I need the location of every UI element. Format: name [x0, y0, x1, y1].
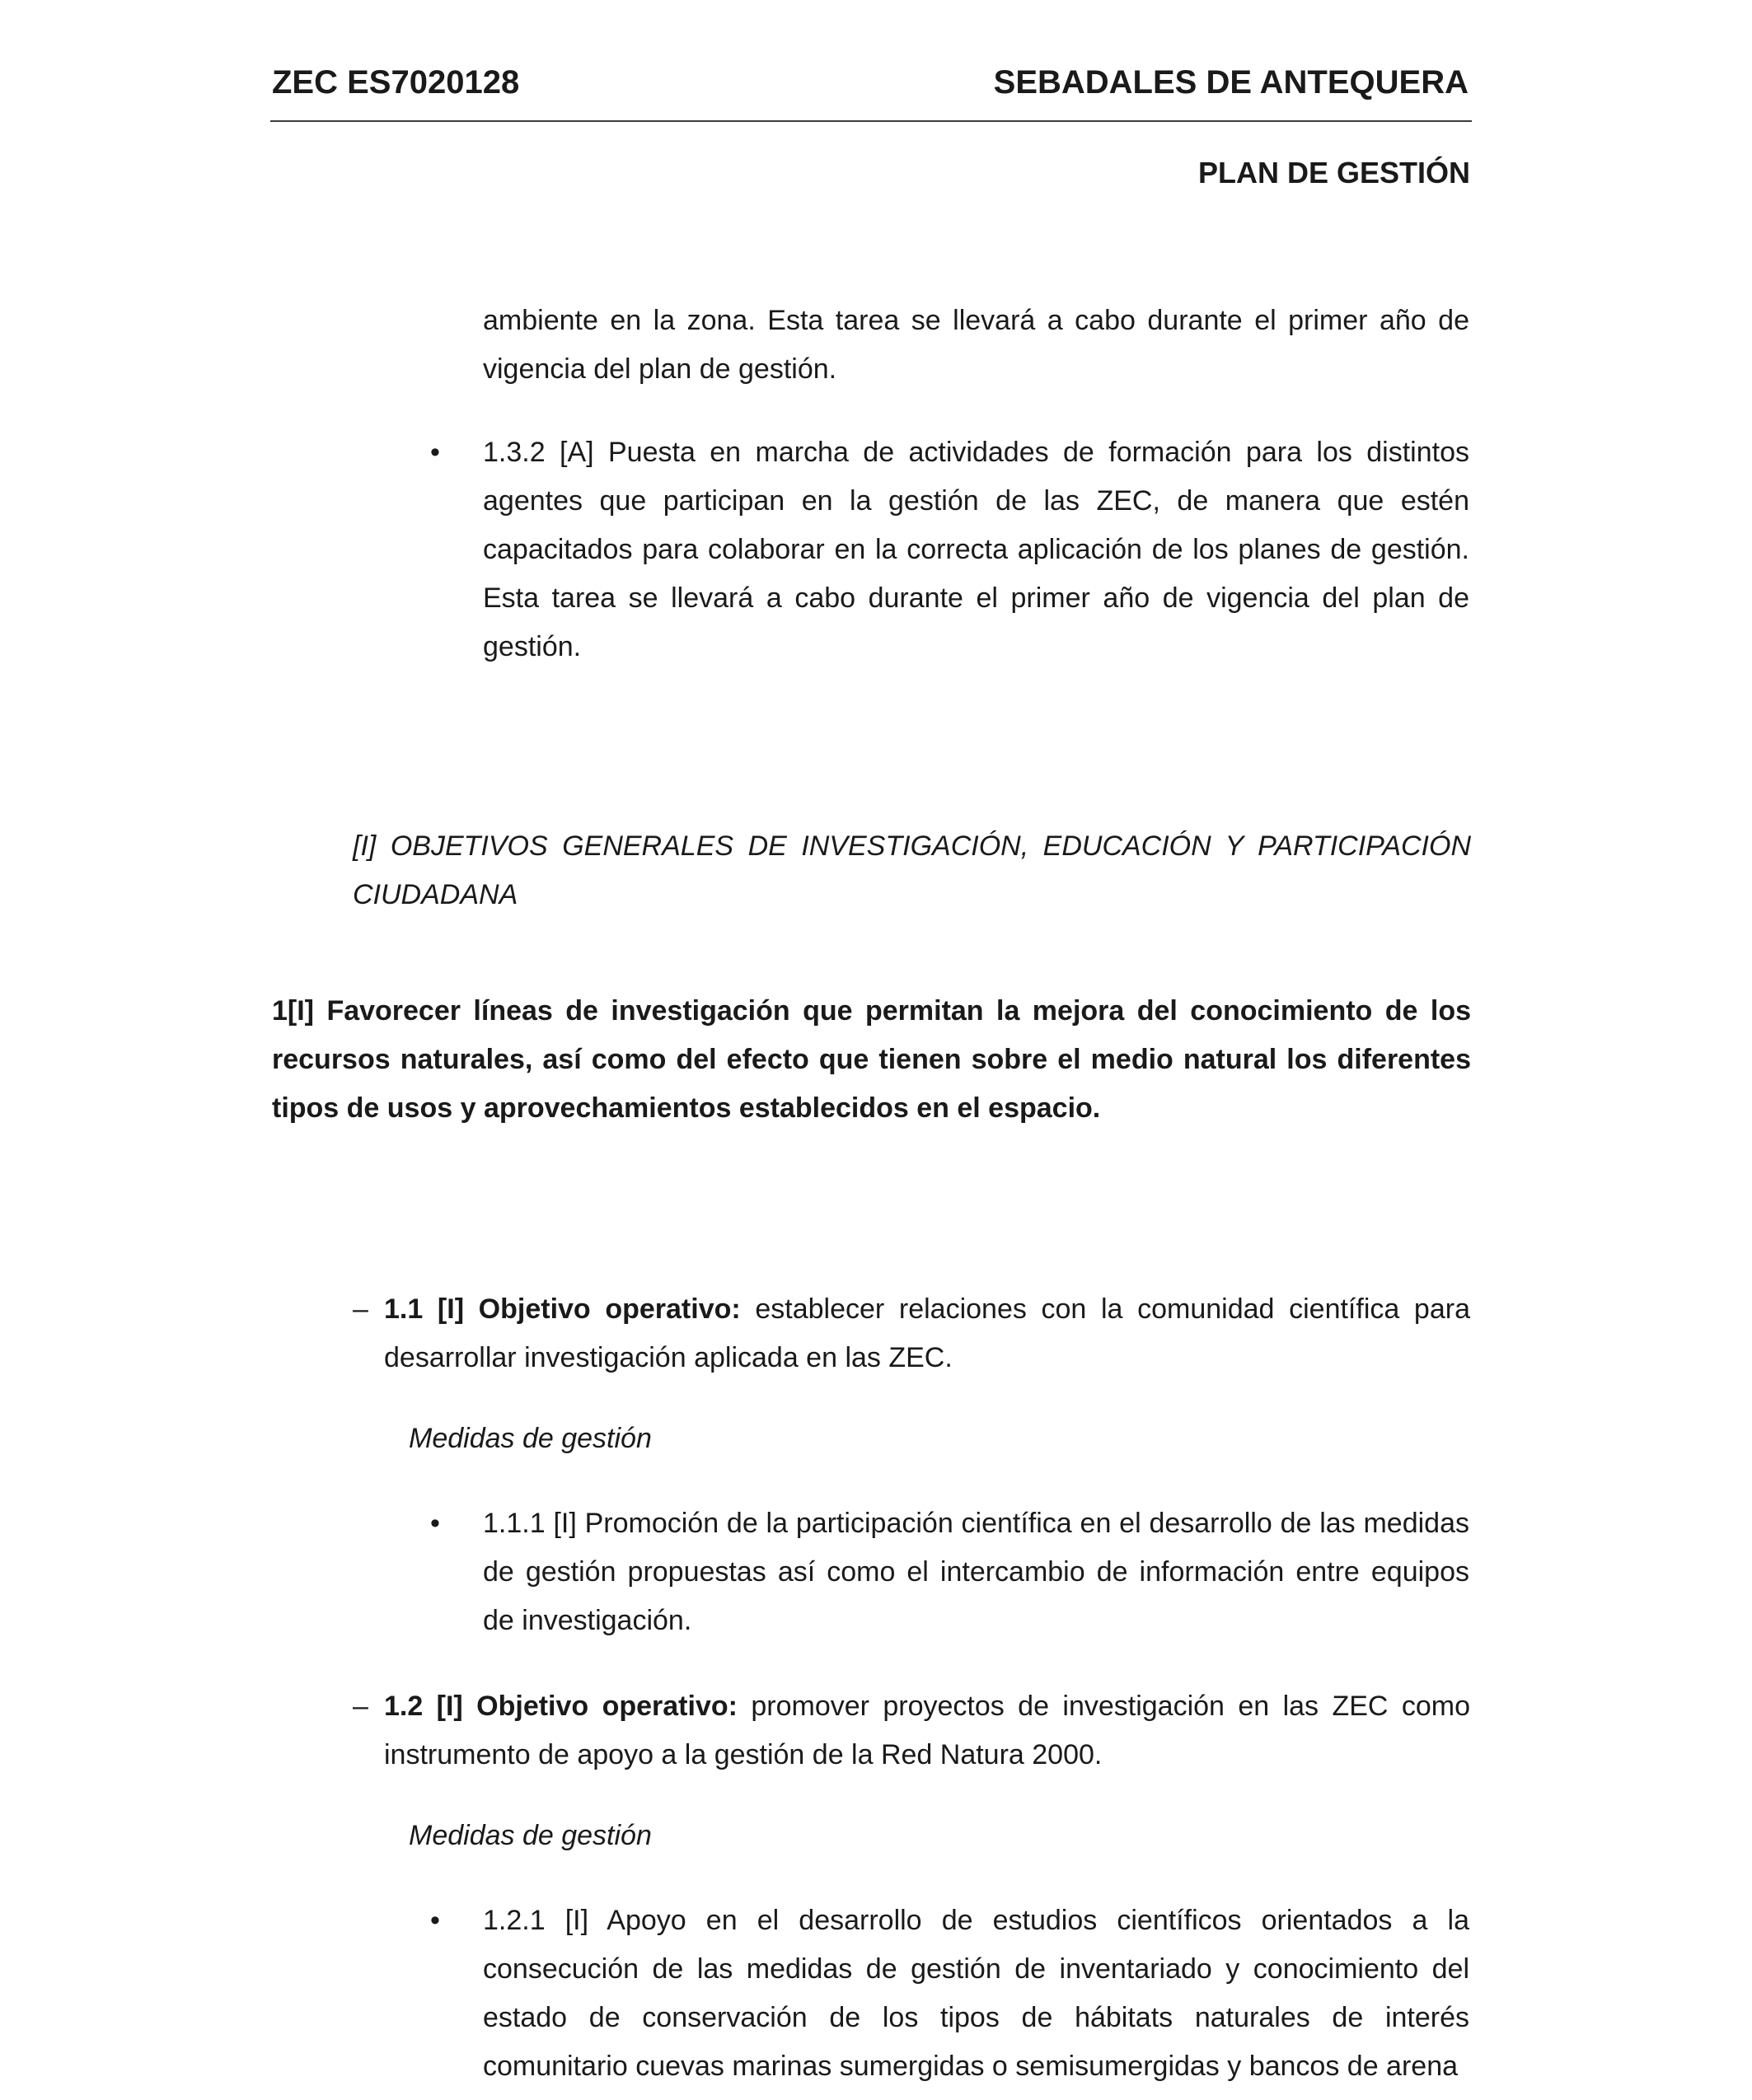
bullet-icon: •: [430, 1508, 440, 1539]
bullet-icon: •: [430, 437, 440, 468]
operative-objective-text: promover proyectos de investigación en las ZEC como instrumento de apoyo a la gestión de la Red Natura 2000.: [384, 1691, 1470, 1770]
operative-objective-label: 1.2 [I] Objetivo operativo:: [384, 1691, 738, 1722]
section-heading: [I] OBJETIVOS GENERALES DE INVESTIGACIÓN, EDUCACIÓN Y PARTICIPACIÓN CIUDADANA: [353, 830, 1471, 910]
document-subtitle: PLAN DE GESTIÓN: [1197, 156, 1470, 189]
header-site-name: SEBADALES DE ANTEQUERA: [993, 64, 1469, 101]
operative-objective-label: 1.1 [I] Objetivo operativo:: [384, 1293, 741, 1325]
operative-objective-text: establecer relaciones con la comunidad científica para desarrollar investigación aplicada en las ZEC.: [384, 1293, 1470, 1373]
measure-1-3-2: 1.3.2 [A] Puesta en marcha de actividades de formación para los distintos agentes que participan en la gestión de las ZEC, de manera que estén capacitados para colaborar en la correcta aplicación de los planes de gestión. Esta tarea se llevará a cabo durante el primer año de vigencia del plan de gestión.: [483, 437, 1469, 662]
page-header: [270, 53, 1472, 122]
dash-icon: –: [353, 1293, 368, 1325]
continuation-paragraph: ambiente en la zona. Esta tarea se llevará a cabo durante el primer año de vigencia del plan de gestión.: [483, 305, 1469, 385]
measures-heading: Medidas de gestión: [409, 1423, 652, 1454]
dash-icon: –: [353, 1691, 368, 1722]
bullet-icon: •: [430, 1905, 440, 1936]
measure-1-1-1: 1.1.1 [I] Promoción de la participación científica en el desarrollo de las medidas de gestión propuestas así como el intercambio de información entre equipos de investigación.: [483, 1508, 1469, 1636]
general-objective: 1[I] Favorecer líneas de investigación que permitan la mejora del conocimiento de los recursos naturales, así como del efecto que tienen sobre el medio natural los diferentes tipos de usos y aprovechamientos establecidos en el espacio.: [272, 995, 1471, 1124]
measure-1-2-1: 1.2.1 [I] Apoyo en el desarrollo de estudios científicos orientados a la consecución de las medidas de gestión de inventariado y conocimiento del estado de conservación de los tipos de hábitats naturales de interés comunitario cuevas marinas sumergidas o semisumergidas y bancos de arena: [483, 1905, 1469, 2082]
header-site-code: ZEC ES7020128: [272, 64, 520, 101]
operative-objective-1-1: [384, 1285, 1470, 1382]
measures-heading: Medidas de gestión: [409, 1820, 652, 1851]
operative-objective-1-2: [384, 1682, 1470, 1780]
